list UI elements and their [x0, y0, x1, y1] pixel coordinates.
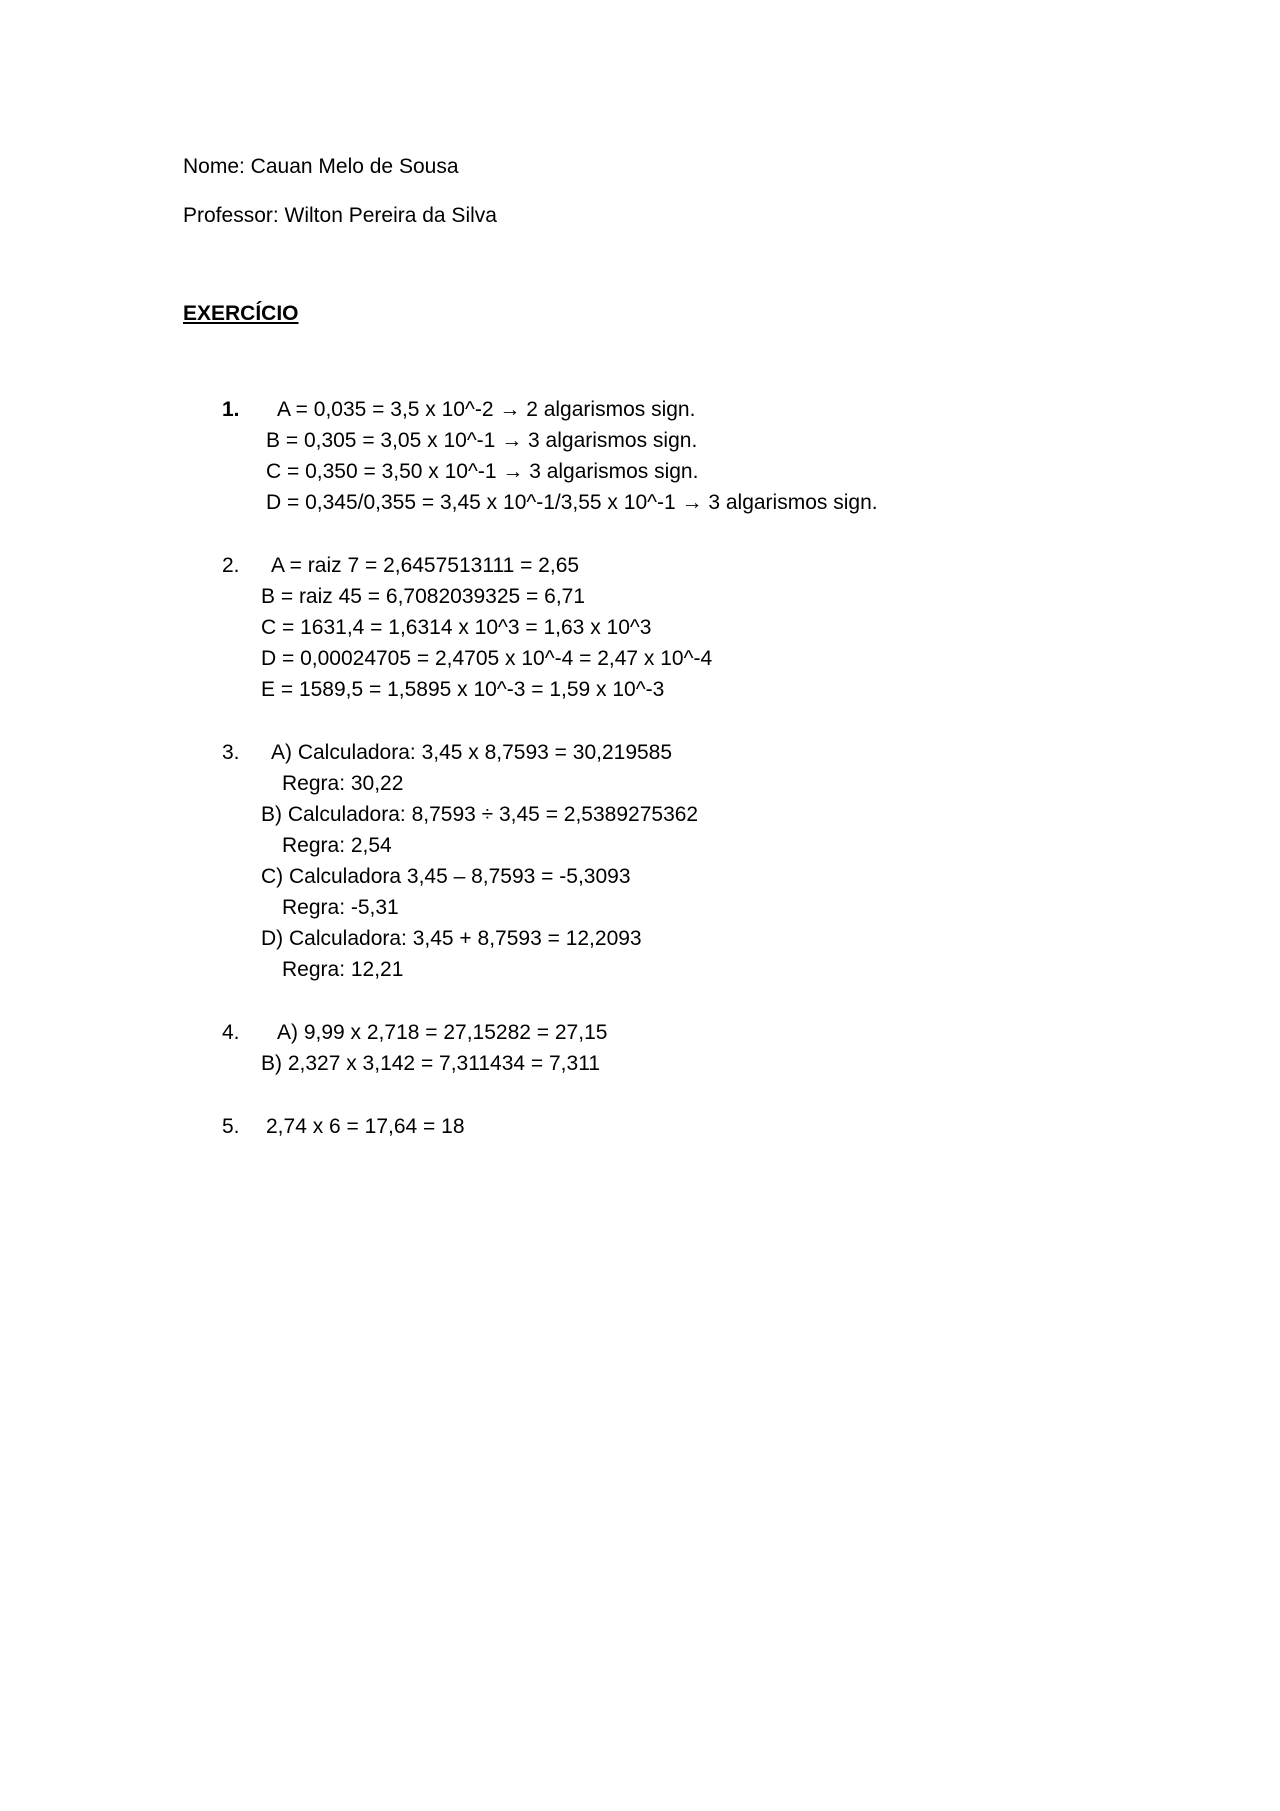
question-1-line-d [266, 490, 878, 516]
arrow-right-icon: → [502, 460, 524, 483]
question-4-line: B) 2,327 x 3,142 = 7,311434 = 7,311 [261, 1052, 600, 1075]
question-1-number: 1. [222, 398, 240, 421]
question-2-line: A = raiz 7 = 2,6457513111 = 2,65 [271, 554, 580, 577]
question-3-line: Regra: -5,31 [282, 896, 399, 919]
question-3-line: Regra: 2,54 [282, 834, 392, 857]
arrow-right-icon: → [501, 429, 523, 452]
question-1-line-b [266, 428, 697, 454]
question-2-number: 2. [222, 554, 240, 577]
question-3-line: A) Calculadora: 3,45 x 8,7593 = 30,219585 [271, 741, 673, 764]
q1-b-text: B = 0,305 = 3,05 x 10^-1 [266, 429, 496, 452]
question-4-line: A) 9,99 x 2,718 = 27,15282 = 27,15 [277, 1021, 608, 1044]
question-3-line: Regra: 12,21 [282, 958, 404, 981]
question-3-line: D) Calculadora: 3,45 + 8,7593 = 12,2093 [261, 927, 642, 950]
question-3-line: C) Calculadora 3,45 – 8,7593 = -5,3093 [261, 865, 631, 888]
question-2-line: B = raiz 45 = 6,7082039325 = 6,71 [261, 585, 586, 608]
q1-c-rest: 3 algarismos sign. [529, 460, 699, 483]
question-5-number: 5. [222, 1115, 240, 1138]
question-3-number: 3. [222, 741, 240, 764]
arrow-right-icon: → [681, 491, 703, 514]
q1-b-rest: 3 algarismos sign. [528, 429, 698, 452]
question-3-line: B) Calculadora: 8,7593 ÷ 3,45 = 2,5389275362 [261, 803, 699, 826]
q1-a-rest: 2 algarismos sign. [526, 398, 696, 421]
arrow-right-icon: → [499, 398, 521, 421]
exercise-title: EXERCÍCIO [183, 302, 299, 325]
question-1-line-a [277, 397, 695, 423]
student-name: Nome: Cauan Melo de Sousa [183, 155, 459, 178]
question-5-line: 2,74 x 6 = 17,64 = 18 [266, 1115, 465, 1138]
q1-a-text: A = 0,035 = 3,5 x 10^-2 [277, 398, 494, 421]
q1-c-text: C = 0,350 = 3,50 x 10^-1 [266, 460, 497, 483]
question-2-line: E = 1589,5 = 1,5895 x 10^-3 = 1,59 x 10^-3 [261, 678, 665, 701]
question-1-line-c [266, 459, 698, 485]
question-2-line: C = 1631,4 = 1,6314 x 10^3 = 1,63 x 10^3 [261, 616, 652, 639]
question-4-number: 4. [222, 1021, 240, 1044]
question-3-line: Regra: 30,22 [282, 772, 404, 795]
professor-name: Professor: Wilton Pereira da Silva [183, 204, 497, 227]
q1-d-rest: 3 algarismos sign. [708, 491, 878, 514]
question-2-line: D = 0,00024705 = 2,4705 x 10^-4 = 2,47 x 10^-4 [261, 647, 713, 670]
q1-d-text: D = 0,345/0,355 = 3,45 x 10^-1/3,55 x 10^-1 [266, 491, 676, 514]
